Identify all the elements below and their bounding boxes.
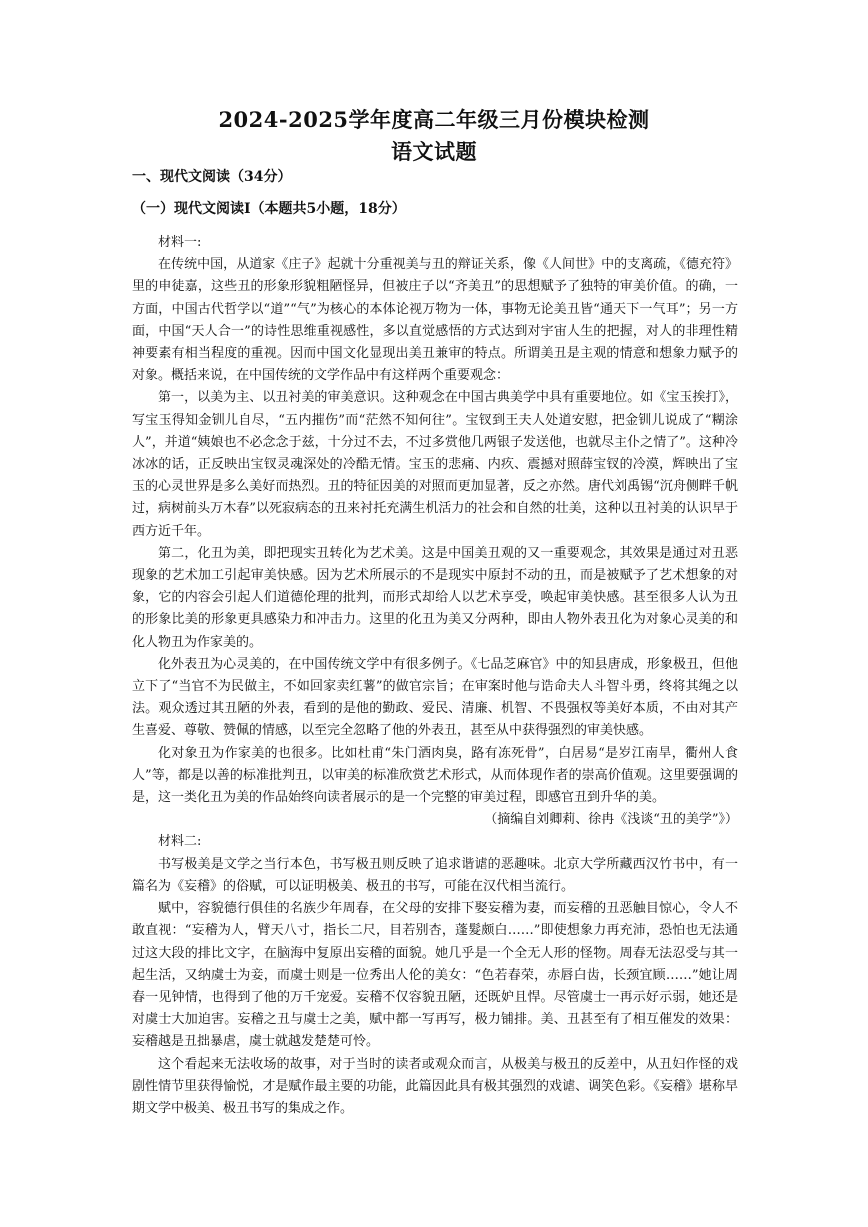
material2-label: 材料二:: [158, 834, 202, 850]
material1-paragraph: 化对象丑为作家美的也很多。比如杜甫“朱门酒肉臭，路有冻死骨”，白居易“是岁江南旱，衢州人食人”等，都是以善的标准批判丑，以审美的标准欣赏艺术形式，从而体现作者的崇高价值观。这里要强调的是，这一类化丑为美的作品始终向读者展示的是一个完整的审美过程，即感官丑到升华的美。: [132, 745, 738, 806]
article-body: [132, 232, 738, 1120]
material2-paragraph: 赋中，容貌德行俱佳的名族少年周春，在父母的安排下娶妄稽为妻，而妄稽的丑恶触目惊心，令人不敢直视：“妄稽为人，臂天八寸，指长二尺，目若别杏，蓬髮颇白……”即使想象力再充沛，恐怕也无法通过这大段的排比文字，在脑海中复原出妄稽的面貌。她几乎是一个全无人形的怪物。周春无法忍受与其一起生活，又纳虞士为妾，而虞士则是一位秀出人伦的美女：“色若春荣，赤唇白齿，长颈宜顾……”她让周春一见钟情，也得到了他的万千宠爱。妄稽不仅容貌丑陋，还既妒且悍。尽管虞士一再示好示弱，她还是对虞士大加迫害。妄稽之丑与虞士之美，赋中都一写再写，极力铺排。美、丑甚至有了相互催发的效果：妄稽越是丑拙暴虐，虞士就越发楚楚可怜。: [132, 901, 738, 1050]
material1-label: 材料一:: [158, 235, 202, 250]
material2-paragraph: 书写极美是文学之当行本色，书写极丑则反映了追求谐谑的恶趣味。北京大学所藏西汉竹书中，有一篇名为《妄稽》的俗赋，可以证明极美、极丑的书写，可能在汉代相当流行。: [132, 856, 738, 894]
material2-paragraph: 这个看起来无法收场的故事，对于当时的读者或观众而言，从极美与极丑的反差中，从丑妇作怪的戏剧性情节里获得愉悦，才是赋作最主要的功能，此篇因此具有极其强烈的戏谑、调笑色彩。《妄稽》堪称早期文学中极美、极丑书写的集成之作。: [132, 1056, 738, 1116]
document-subtitle: 语文试题: [391, 139, 477, 164]
material1-paragraph: 在传统中国，从道家《庄子》起就十分重视美与丑的辩证关系，像《人间世》中的支离疏，《德充符》里的申徒嘉，这些丑的形象形貌粗陋怪异，但被庄子以“齐美丑”的思想赋予了独特的审美价值。的确，一方面，中国古代哲学以“道”“气”为核心的本体论视万物为一体，事物无论美丑皆“通天下一气耳”；另一方面，中国“天人合一”的诗性思维重视感性，多以直觉感悟的方式达到对宇宙人生的把握，对人的非理性精神要素有相当程度的重视。因而中国文化显现出美丑兼审的特点。所谓美丑是主观的情意和想象力赋予的对象。概括来说，在中国传统的文学作品中有这样两个重要观念：: [132, 257, 738, 384]
material1-paragraph: 化外表丑为心灵美的，在中国传统文学中有很多例子。《七品芝麻官》中的知县唐成，形象极丑，但他立下了“当官不为民做主，不如回家卖红薯”的做官宗旨；在审案时他与诰命夫人斗智斗勇，终将其绳之以法。观众透过其丑陋的外表，看到的是他的勤政、爱民、清廉、机智、不畏强权等美好本质，不由对其产生喜爱、尊敬、赞佩的情感，以至完全忽略了他的外表丑，甚至从中获得强烈的审美快感。: [132, 656, 738, 739]
section-heading-reading-1: （一）现代文阅读Ⅰ（本题共5小题，18分）: [132, 201, 406, 217]
material1-source: （摘编自刘卿莉、徐冉《浅谈“丑的美学”》）: [484, 812, 738, 828]
document-title: 2024-2025学年度高二年级三月份模块检测: [218, 107, 650, 132]
section-heading-part1: 一、现代文阅读（34分）: [132, 169, 292, 185]
material1-paragraph: 第一，以美为主、以丑衬美的审美意识。这种观念在中国古典美学中具有重要地位。如《宝玉挨打》，写宝玉得知金钏儿自尽，“五内摧伤”而“茫然不知何往”。宝钗到王夫人处道安慰，把金钏儿说成了“糊涂人”，并道“姨娘也不必念念于兹，十分过不去，不过多赏他几两银子发送他，也就尽主仆之情了”。这种冷冰冰的话，正反映出宝钗灵魂深处的冷酷无情。宝玉的悲痛、内疚、震撼对照薛宝钗的冷漠，辉映出了宝玉的心灵世界是多么美好而热烈。丑的特征因美的对照而更加显著，反之亦然。唐代刘禹锡“沉舟侧畔千帆过，病树前头万木春”以死寂病态的丑来衬托充满生机活力的社会和自然的壮美，这种以丑衬美的认识早于西方近千年。: [132, 390, 738, 539]
material1-paragraph: 第二，化丑为美，即把现实丑转化为艺术美。这是中国美丑观的又一重要观念，其效果是通过对丑恶现象的艺术加工引起审美快感。因为艺术所展示的不是现实中原封不动的丑，而是被赋予了艺术想象的对象，它的内容会引起人们道德伦理的批判，而形式却给人以艺术享受，唤起审美快感。甚至很多人认为丑的形象比美的形象更具感染力和冲击力。这里的化丑为美又分两种，即由人物外表丑化为对象心灵美的和化人物丑为作家美的。: [132, 545, 738, 650]
